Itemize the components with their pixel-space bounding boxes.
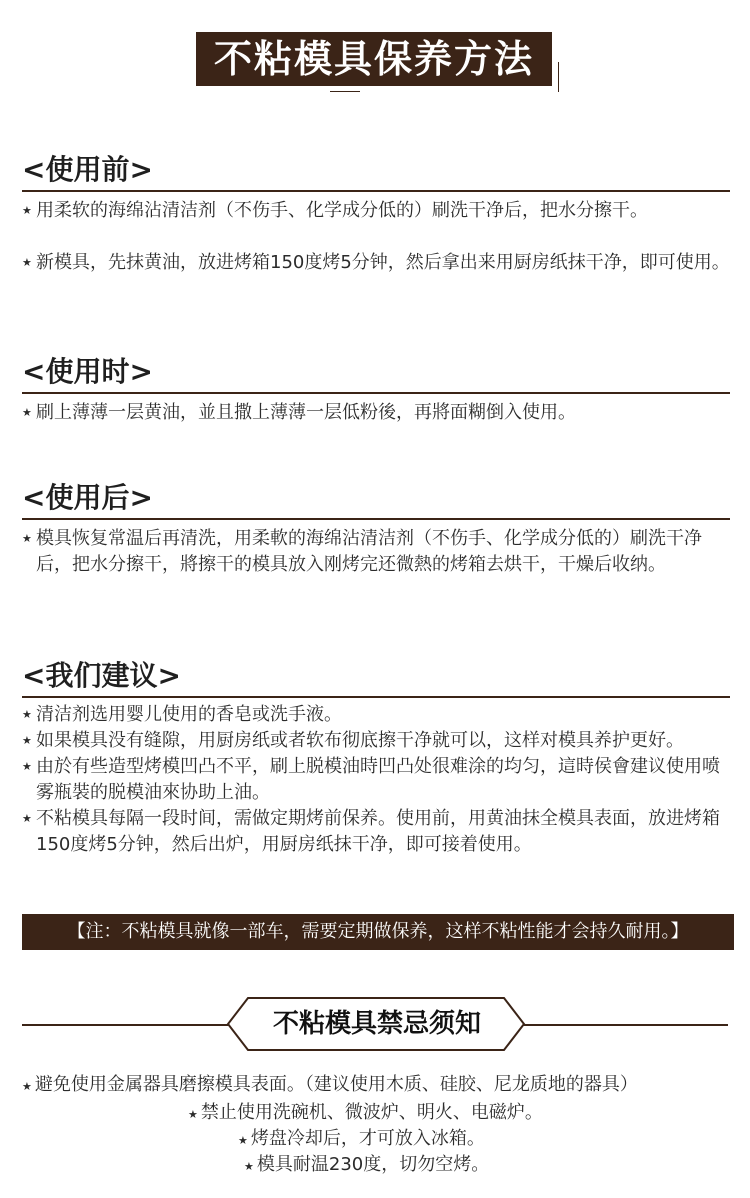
item-text: 避免使用金属器具磨擦模具表面。（建议使用木质、硅胶、尼龙质地的器具） <box>34 1074 638 1095</box>
item-text: 清洁剂选用婴儿使用的香皂或洗手液。 <box>36 704 342 725</box>
star-icon: ★ <box>244 1160 254 1173</box>
banner-rule-left <box>22 1024 248 1026</box>
section-heading: <使用时> <box>22 355 153 388</box>
page-title: 不粘模具保养方法 <box>196 32 552 86</box>
list-item <box>22 250 730 276</box>
section-divider <box>22 518 730 520</box>
star-icon: ★ <box>188 1108 198 1121</box>
list-item <box>22 754 730 806</box>
section-recommendations <box>22 656 730 858</box>
star-icon: ★ <box>22 256 32 269</box>
list-item <box>22 702 730 728</box>
warning-item <box>238 1126 485 1154</box>
warning-item <box>22 1072 638 1100</box>
item-text: 烤盘冷却后，才可放入冰箱。 <box>250 1128 485 1149</box>
star-icon: ★ <box>22 708 32 721</box>
item-text: 模具恢复常温后再清洗，用柔軟的海绵沾清洁剂（不伤手、化学成分低的）刷洗干净后，把水分擦干，將擦干的模具放入刚烤完还微熱的烤箱去烘干，干燥后收纳。 <box>36 528 702 575</box>
list-item <box>22 526 730 578</box>
section-divider <box>22 392 730 394</box>
item-text: 由於有些造型烤模凹凸不平，刷上脱模油時凹凸处很难涂的均匀，這時侯會建议使用喷雾瓶裝的脱模油來协助上油。 <box>36 756 720 803</box>
star-icon: ★ <box>22 204 32 217</box>
section-after-use <box>22 478 730 578</box>
warning-item <box>188 1100 543 1128</box>
title-corner-line-vertical <box>558 62 559 92</box>
list-item <box>22 198 730 224</box>
star-icon: ★ <box>22 1080 32 1093</box>
banner-title: 不粘模具禁忌须知 <box>272 1009 481 1039</box>
star-icon: ★ <box>22 760 32 773</box>
section-heading: <我们建议> <box>22 659 181 692</box>
section-divider <box>22 696 730 698</box>
item-text: 模具耐温230度，切勿空烤。 <box>256 1154 490 1175</box>
title-block <box>196 32 558 92</box>
star-icon: ★ <box>22 812 32 825</box>
section-divider <box>22 190 730 192</box>
list-item <box>22 806 730 858</box>
section-during-use <box>22 352 730 426</box>
item-text: 刷上薄薄一层黄油，並且撒上薄薄一层低粉後，再將面糊倒入使用。 <box>36 402 576 423</box>
star-icon: ★ <box>238 1134 248 1147</box>
list-item <box>22 728 730 754</box>
banner-rule-right <box>522 1024 728 1026</box>
item-text: 不粘模具每隔一段时间，需做定期烤前保养。使用前，用黄油抹全模具表面，放进烤箱150度烤5分钟，然后出炉，用厨房纸抹干净，即可接着使用。 <box>36 808 720 855</box>
item-text: 新模具，先抹黄油，放进烤箱150度烤5分钟，然后拿出来用厨房纸抹干净，即可使用。 <box>36 252 730 273</box>
title-corner-line <box>330 91 360 92</box>
section-heading: <使用前> <box>22 153 153 186</box>
item-text: 禁止使用洗碗机、微波炉、明火、电磁炉。 <box>200 1102 543 1123</box>
section-before-use <box>22 150 730 276</box>
list-item <box>22 400 730 426</box>
star-icon: ★ <box>22 532 32 545</box>
star-icon: ★ <box>22 734 32 747</box>
item-text: 用柔软的海绵沾清洁剂（不伤手、化学成分低的）刷洗干净后，把水分擦干。 <box>36 200 648 221</box>
section-heading: <使用后> <box>22 481 153 514</box>
star-icon: ★ <box>22 406 32 419</box>
item-text: 如果模具没有缝隙，用厨房纸或者软布彻底擦干净就可以，这样对模具养护更好。 <box>36 730 684 751</box>
note-banner: 【注：不粘模具就像一部车，需要定期做保养，这样不粘性能才会持久耐用。】 <box>22 914 734 950</box>
warning-item <box>244 1152 489 1180</box>
